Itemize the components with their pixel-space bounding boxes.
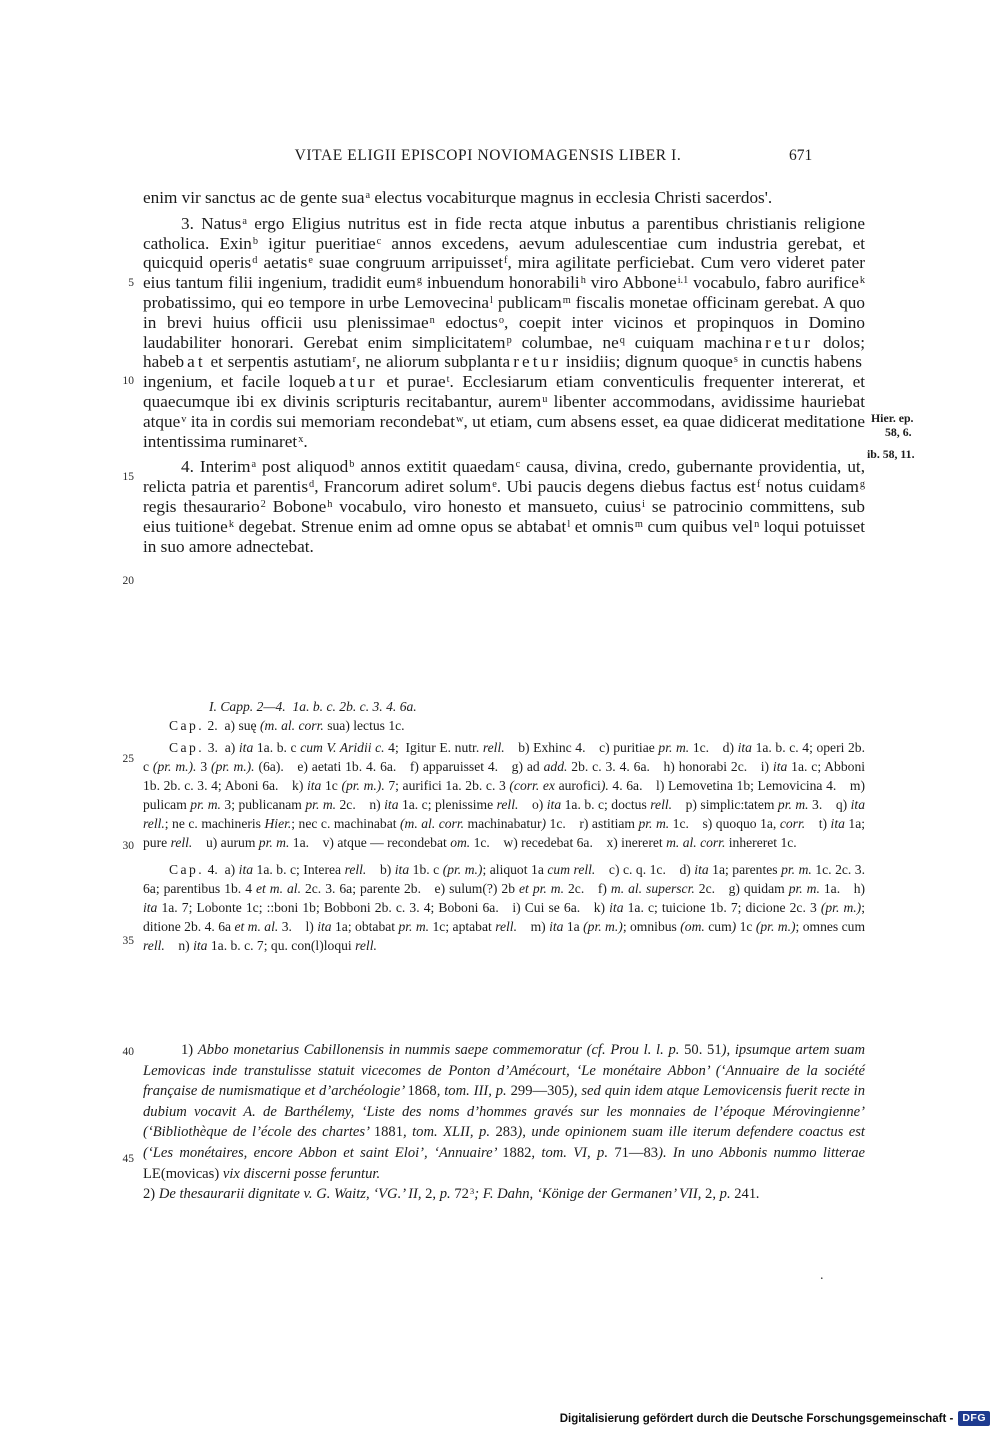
apparatus-entry-cap2: Cap. 2. a) suę (m. al. corr. sua) lectus 1c. [169, 718, 405, 733]
footnote-2: 2) De thesaurarii dignitate v. G. Waitz, ‘VG.’ II, 2, p. $72^3$; F. Dahn, ‘Könige der Germanen’ VII, 2, p. 241. [143, 1185, 760, 1203]
paragraph-2-continuation: enim vir sanctus ac de gente sua$^a$ electus vocabiturque magnus in ecclesia Christi sacerdos'. [143, 188, 773, 207]
line-number-45: 45 [122, 1153, 134, 1165]
digitization-footer [560, 1411, 990, 1426]
line-number-30: 30 [122, 840, 134, 852]
page-number: 671 [789, 147, 813, 164]
footnote-1: 1) Abbo monetarius Cabillonensis in nummis saepe commemoratur (cf. Prou l. l. p. 50. 51), ipsumque artem suam Lemovicas inde transtulisse statuit vicecomes de Ponton d’Amécourt, ‘Le monétaire Abbon’ (‘Annuaire de la société française de numismatique et d’archéologie’ 1868, tom. III, p. 299—305), sed quin idem atque Lemovicensis fuerit recte in dubium vocavit A. de Barthélemy, ‘Liste des noms d’hommes gravés sur les monnaies de l’époque Mérovingienne’ (‘Bibliothèque de l’école des chartes’ 1881, tom. XLII, p. 283), unde opinionem suam ille iterum defendere coactus est (‘Les monétaires, encore Abbon et saint Eloi’, ‘Annuaire’ 1882, tom. VI, p. 71—83). In uno Abbonis nummo litterae LE(movicas) vix discerni posse feruntur. [143, 1042, 866, 1182]
paragraph-3: 3. Natus$^a$ ergo Eligius nutritus est in fide recta atque inbutus a parentibus christianis religione catholica. Exin$^b$ igitur pueritiae$^c$ annos excedens, aevum adulescentiae cum industria gerebat, et quicquid operis$^d$ aetatis$^e$ suae congruum arripuisset$^f$, mira agilitate perficiebat. Cum vero videret pater eius tantum filii ingenium, tradidit eum$^g$ inbuendum honorabili$^h$ viro Abbone$^{i.1}$ vocabulo, fabro aurifice$^k$ probatissimo, qui eo tempore in urbe Lemovecina$^l$ publicam$^m$ fiscalis monetae officinam gerebat. A quo in brevi huius officii usu plenissimae$^n$ edoctus$^o$, coepit inter vicinos et propinquos in Domino laudabiliter honorari. Gerebat enim simplicitatem$^p$ columbae, $ne^q$ cuiquam machinaretur dolos; habebat et serpentis astutiam$^r$, ne aliorum subplantaretur insidiis; dignum quoque$^s$ in cunctis habens ingenium, et facile loquebatur et purae$^t$. Ecclesiarum etiam conventiculis frequenter intererat, et quaecumque ibi ex divinis scripturis recitabantur, aurem$^u$ libenter accommodans, avidissime hauriebat atque$^v$ ita in cordis sui memoriam recondebat$^w$, ut etiam, cum absens esset, ea quae didicerat meditatione intentissima ruminaret$^x$. [143, 213, 865, 451]
apparatus-criticus [143, 697, 865, 955]
line-number-15: 15 [122, 471, 134, 483]
line-number-20: 20 [122, 575, 134, 587]
apparatus-entry-cap4: Cap. 4. a) ita 1a. b. c; Interea rell. b) ita 1b. c (pr. m.); aliquot 1a cum rell. c) c. q. 1c. d) ita 1a; parentes pr. m. 1c. 2c. 3. 6a; parentibus 1b. 4 et m. al. 2c. 3. 6a; parente 2b. e) sulum(?) 2b et pr. m. 2c. f) m. al. superscr. 2c. g) quidam pr. m. 1a. h) ita 1a. 7; Lobonte 1c; ::boni 1b; Bobboni 2b. c. 3. 4; Boboni 6a. i) Cui se 6a. k) ita 1a. c; tuicione 1b. 7; dicione 2c. 3 (pr. m.); ditione 2b. 4. 6a et m. al. 3. l) ita 1a; obtabat pr. m. 1c; aptabat rell. m) ita 1a (pr. m.); omnibus (om. cum) 1c (pr. m.); omnes cum rell. n) ita 1a. b. c. 7; qu. con(l)loqui rell. [143, 862, 866, 953]
margin-source-citation: ib. 58, 11. [867, 447, 915, 461]
main-text [143, 188, 865, 556]
margin-source-citation: 58, 6. [885, 425, 912, 439]
line-number-5: 5 [128, 277, 134, 289]
paragraph-4: 4. Interim$^a$ post aliquod$^b$ annos extitit quaedam$^c$ causa, divina, credo, gubernante providentia, ut, relicta patria et parentis$^d$, Francorum adiret solum$^e$. Ubi paucis degens diebus factus est$^f$ notus cuidam$^g$ regis thesaurario$^2$ Bobone$^h$ vocabulo, viro honesto et mansueto, cuius$^i$ se patrocinio committens, sub eius tuitione$^k$ degebat. Strenue enim ad omne opus se abtabat$^l$ et omnis$^m$ cum quibus vel$^n$ loqui potuisset in suo amore adnectebat. [143, 457, 866, 556]
footer-text: Digitalisierung gefördert durch die Deutsche Forschungsgemeinschaft - [559, 1412, 954, 1425]
line-number-40: 40 [122, 1046, 134, 1058]
line-number-35: 35 [122, 935, 134, 947]
margin-source-citation: Hier. ep. [871, 411, 914, 425]
stray-mark: . [820, 1268, 824, 1283]
line-number-25: 25 [122, 753, 134, 765]
footnotes [143, 1040, 865, 1205]
line-number-10: 10 [122, 375, 134, 387]
dfg-logo: DFG [958, 1411, 990, 1426]
apparatus-entry-cap3: Cap. 3. a) ita 1a. b. c cum V. Aridii c. 4; Igitur E. nutr. rell. b) Exhinc 4. c) puritiae pr. m. 1c. d) ita 1a. b. c. 4; operi 2b. c (pr. m.). 3 (pr. m.). (6a). e) aetati 1b. 4. 6a. f) apparuisset 4. g) ad add. 2b. c. 3. 4. 6a. h) honorabi 2c. i) ita 1a. c; Abboni 1b. 2b. c. 3. 4; Aboni 6a. k) ita 1c (pr. m.). 7; aurifici 1a. 2b. c. 3 (corr. ex aurofici). 4. 6a. l) Lemovetina 1b; Lemovicina 4. m) pulicam pr. m. 3; publicanam pr. m. 2c. n) ita 1a. c; plenissime rell. o) ita 1a. b. c; doctus rell. p) simplic:tatem pr. m. 3. q) ita rell.; ne c. machineris Hier.; nec c. machinabat (m. al. corr. machinabatur) 1c. r) astitiam pr. m. 1c. s) quoquo 1a, corr. t) ita 1a; pure rell. u) aurum pr. m. 1a. v) atque — recondebat om. 1c. w) recedebat 6a. x) inereret m. al. corr. inhereret 1c. [143, 740, 866, 850]
running-head-title: VITAE ELIGII EPISCOPI NOVIOMAGENSIS LIBER I. [294, 147, 682, 164]
apparatus-heading: I. Capp. 2—4. 1a. b. c. 2b. c. 3. 4. 6a. [209, 699, 417, 714]
